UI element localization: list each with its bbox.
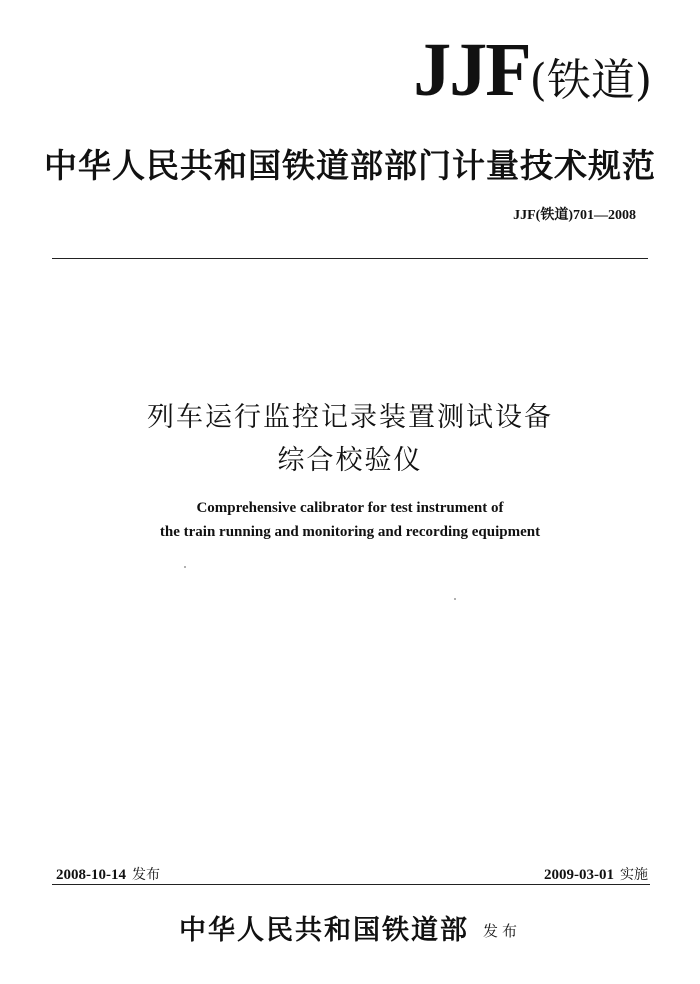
document-title-cn-line1: 列车运行监控记录装置测试设备 [147,402,553,433]
implement-label: 实施 [620,867,648,883]
issue-date-block [56,864,160,884]
bottom-divider [52,884,650,885]
top-divider [52,258,648,259]
document-title-en-line2: the train running and monitoring and recording equipment [159,524,541,540]
implement-date: 2009-03-01 [544,867,614,883]
issuer-line [0,908,700,947]
organization-title: 中华人民共和国铁道部部门计量技术规范 [44,146,656,185]
scan-speck [184,566,186,568]
implement-date-block [544,864,648,884]
standard-code-heading [413,28,652,112]
issue-label: 发布 [132,867,160,883]
standard-code-suffix: (铁道) [529,55,652,106]
document-title-en-line1: Comprehensive calibrator for test instrument of [196,500,504,516]
issuer-verb: 发布 [482,922,521,940]
document-title-cn-line2: 综合校验仪 [277,445,423,476]
standard-number: JJF(铁道)701—2008 [513,208,636,223]
issue-date: 2008-10-14 [56,867,126,883]
scan-speck [454,598,456,600]
standard-code-letters: JJF [413,28,530,112]
issuer-organization: 中华人民共和国铁道部 [178,915,469,946]
